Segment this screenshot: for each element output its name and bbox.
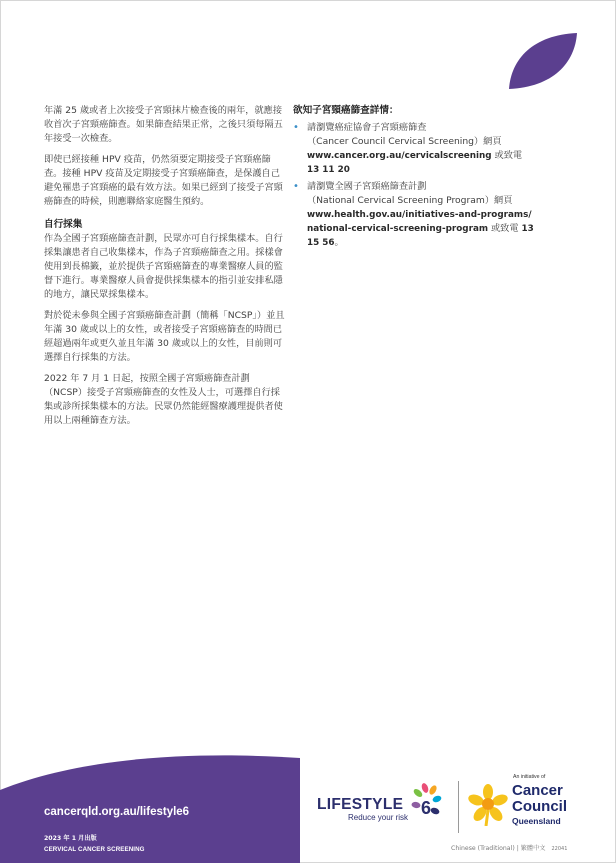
- lifestyle-wordmark: LIFESTYLE: [317, 796, 404, 813]
- daffodil-icon: [468, 784, 508, 826]
- heading-more-info: 欲知子宮頸癌篩查詳情：: [293, 105, 399, 116]
- paragraph-hpv-vaccine: 即使已經接種 HPV 疫苗，仍然須要定期接受子宮頸癌篩查。接種 HPV 疫苗及定期接受子宮頸癌篩查，是保護自己避免罹患子宮頸癌的最有效方法。如果已經到了接受子宮頸癌篩查的時候，則應聯絡家庭醫生預約。: [44, 154, 283, 207]
- lifestyle6-logo: [317, 781, 447, 829]
- item-line: （National Cervical Screening Program）網頁: [307, 195, 513, 206]
- logo-divider: [458, 781, 459, 833]
- cancer-council-logo: [466, 774, 586, 834]
- list-item: [293, 121, 543, 177]
- paragraph-from-july-2022: 2022 年 7 月 1 日起，按照全國子宮頸癌篩查計劃（NCSP）接受子宮頸癌篩查的女性及人士，可選擇自行採集或診所採集樣本的方法。民眾仍然能經醫療護理提供者使用以上兩種篩查方法。: [44, 373, 283, 426]
- footer-website-link[interactable]: cancerqld.org.au/lifestyle6: [44, 806, 190, 818]
- phone-number: 13 15 56: [307, 224, 534, 248]
- language-label: [451, 843, 567, 852]
- left-column: [44, 104, 288, 435]
- cervical-screening-link[interactable]: www.cancer.org.au/cervicalscreening: [307, 151, 492, 161]
- cc-wordmark-cancer: Cancer: [512, 782, 563, 799]
- initiative-label: An initiative of: [513, 774, 546, 780]
- paragraph-self-collection: 作為全國子宮頸癌篩查計劃，民眾亦可自行採集樣本。自行採集讓患者自己收集樣本，作為子宮頸癌篩查之用。採樣會使用到長棉籤，並於提供子宮頸癌篩查的專業醫療人員的監督下進行。專業醫療人員會提供採集樣本的指引並安排私隱的地方，讓民眾採集樣本。: [44, 233, 283, 300]
- cc-wordmark-queensland: Queensland: [512, 816, 561, 826]
- bullet-icon: •: [293, 122, 299, 133]
- item-line: 請瀏覽全國子宮頸癌篩查計劃: [307, 181, 427, 192]
- six-icon: [407, 781, 447, 821]
- decorative-leaf-shape: [505, 33, 577, 89]
- joiner-text: 或致電: [494, 150, 523, 161]
- end-punctuation: 。: [334, 237, 344, 248]
- cc-wordmark-council: Council: [512, 798, 567, 815]
- heading-self-collection: 自行採集: [44, 219, 83, 230]
- health-gov-link-part2[interactable]: national-cervical-screening-program: [307, 224, 489, 234]
- right-column: [293, 104, 543, 253]
- item-line: 請瀏覽癌症協會子宮頸癌篩查: [307, 122, 427, 133]
- paragraph-first-screening: 年滿 25 歲或者上次接受子宮頸抹片檢查後的兩年，就應接收首次子宮頸癌篩查。如果篩查結果正常，之後只須每隔五年接受一次檢查。: [44, 105, 283, 144]
- health-gov-link-part1[interactable]: www.health.gov.au/initiatives-and-programs/: [307, 210, 532, 220]
- publication-date: 2023 年 1 月出版: [44, 835, 97, 842]
- info-list: [293, 121, 543, 250]
- document-code: 22041: [551, 846, 568, 852]
- paragraph-eligibility: 對於從未參與全國子宮頸癌篩查計劃（簡稱「NCSP」）並且年滿 30 歲或以上的女性，或者接受子宮頸癌篩查的時間已經超過兩年或更久並且年滿 30 歲或以上的女性，目前則可選擇自行採集的方法。: [44, 310, 285, 363]
- lifestyle-tagline: Reduce your risk: [348, 813, 409, 822]
- language-text: Chinese (Traditional) | 繁體中文: [451, 845, 546, 852]
- footer-subtitle: CERVICAL CANCER SCREENING: [44, 846, 145, 853]
- joiner-text: 或致電: [490, 223, 519, 234]
- bullet-icon: •: [293, 181, 299, 192]
- item-line: （Cancer Council Cervical Screening）網頁: [307, 136, 502, 147]
- list-item: [293, 180, 543, 250]
- svg-text:6: 6: [421, 798, 432, 818]
- phone-number: 13 11 20: [307, 165, 350, 175]
